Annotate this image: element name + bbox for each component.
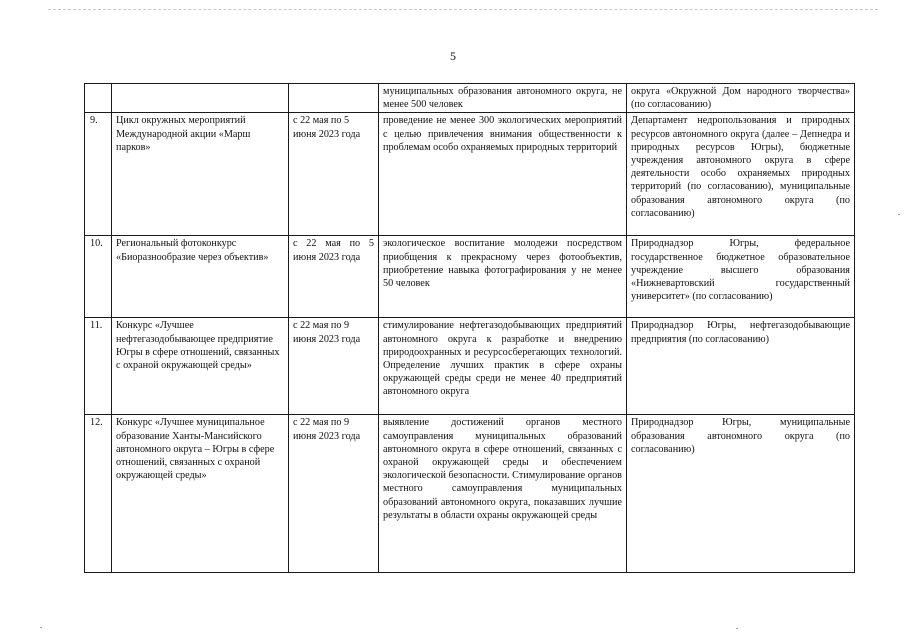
executors-cell: Природнадзор Югры, муниципальные образования автономного округа (по согласованию) bbox=[627, 415, 855, 573]
row-number-cell: 11. bbox=[85, 318, 112, 415]
page-number: 5 bbox=[450, 49, 456, 63]
dates-cell: с 22 мая по 5 июня 2023 года bbox=[289, 113, 379, 236]
executors-cell: округа «Окружной Дом народного творчества» (по согласованию) bbox=[627, 84, 855, 113]
result-cell: муниципальных образования автономного округа, не менее 500 человек bbox=[379, 84, 627, 113]
dates-cell: с 22 мая по 9 июня 2023 года bbox=[289, 415, 379, 573]
event-cell: Конкурс «Лучшее муниципальное образование Ханты-Мансийского автономного округа – Югры в сфере отношений, связанных с охраной окружающей среды» bbox=[112, 415, 289, 573]
result-cell: выявление достижений органов местного самоуправления муниципальных образований автономного округа в сфере отношений, связанных с охраной окружающей среды и обеспечением экологической безопасности. Стимулирование органов местного самоуправления муниципальных образований автономного округа, показавших лучшие результаты в области охраны окружающей среды bbox=[379, 415, 627, 573]
event-cell bbox=[112, 84, 289, 113]
table-row bbox=[85, 415, 855, 573]
row-number-cell: 12. bbox=[85, 415, 112, 573]
table-row bbox=[85, 318, 855, 415]
events-table bbox=[84, 83, 855, 573]
event-cell: Цикл окружных мероприятий Международной акции «Марш парков» bbox=[112, 113, 289, 236]
scan-dust-mark bbox=[898, 214, 900, 215]
scan-artifact-line bbox=[48, 9, 878, 10]
executors-cell: Департамент недропользования и природных ресурсов автономного округа (далее – Депнедра и природных ресурсов Югры), бюджетные учреждения автономного округа в сфере деятельности особо охраняемых природных территорий (по согласованию), муниципальные образования автономного округа (по согласованию) bbox=[627, 113, 855, 236]
executors-cell: Природнадзор Югры, нефтегазодобывающие предприятия (по согласованию) bbox=[627, 318, 855, 415]
event-cell: Конкурс «Лучшее нефтегазодобывающее предприятие Югры в сфере отношений, связанных с охраной окружающей среды» bbox=[112, 318, 289, 415]
result-cell: стимулирование нефтегазодобывающих предприятий автономного округа к разработке и внедрению природоохранных и ресурсосберегающих технологий. Определение лучших практик в сфере охраны окружающей среды среди не менее 40 предприятий автономного округа bbox=[379, 318, 627, 415]
executors-cell: Природнадзор Югры, федеральное государственное бюджетное образовательное учреждение высшего образования «Нижневартовский государственный университет» (по согласованию) bbox=[627, 236, 855, 318]
row-number-cell: 9. bbox=[85, 113, 112, 236]
dates-cell: с 22 мая по 9 июня 2023 года bbox=[289, 318, 379, 415]
scan-dust-mark bbox=[736, 628, 738, 629]
event-cell: Региональный фотоконкурс «Биоразнообразие через объектив» bbox=[112, 236, 289, 318]
table-row bbox=[85, 113, 855, 236]
dates-cell bbox=[289, 84, 379, 113]
scan-dust-mark bbox=[40, 627, 42, 628]
table-row bbox=[85, 236, 855, 318]
row-number-cell: 10. bbox=[85, 236, 112, 318]
result-cell: проведение не менее 300 экологических мероприятий с целью привлечения внимания общественности к проблемам особо охраняемых природных территорий bbox=[379, 113, 627, 236]
result-cell: экологическое воспитание молодежи посредством приобщения к прекрасному через фотообъектив, приобретение навыка фотографирования у не менее 50 человек bbox=[379, 236, 627, 318]
dates-cell: с 22 мая по 5 июня 2023 года bbox=[289, 236, 379, 318]
table-row-continuation bbox=[85, 84, 855, 113]
row-number-cell bbox=[85, 84, 112, 113]
